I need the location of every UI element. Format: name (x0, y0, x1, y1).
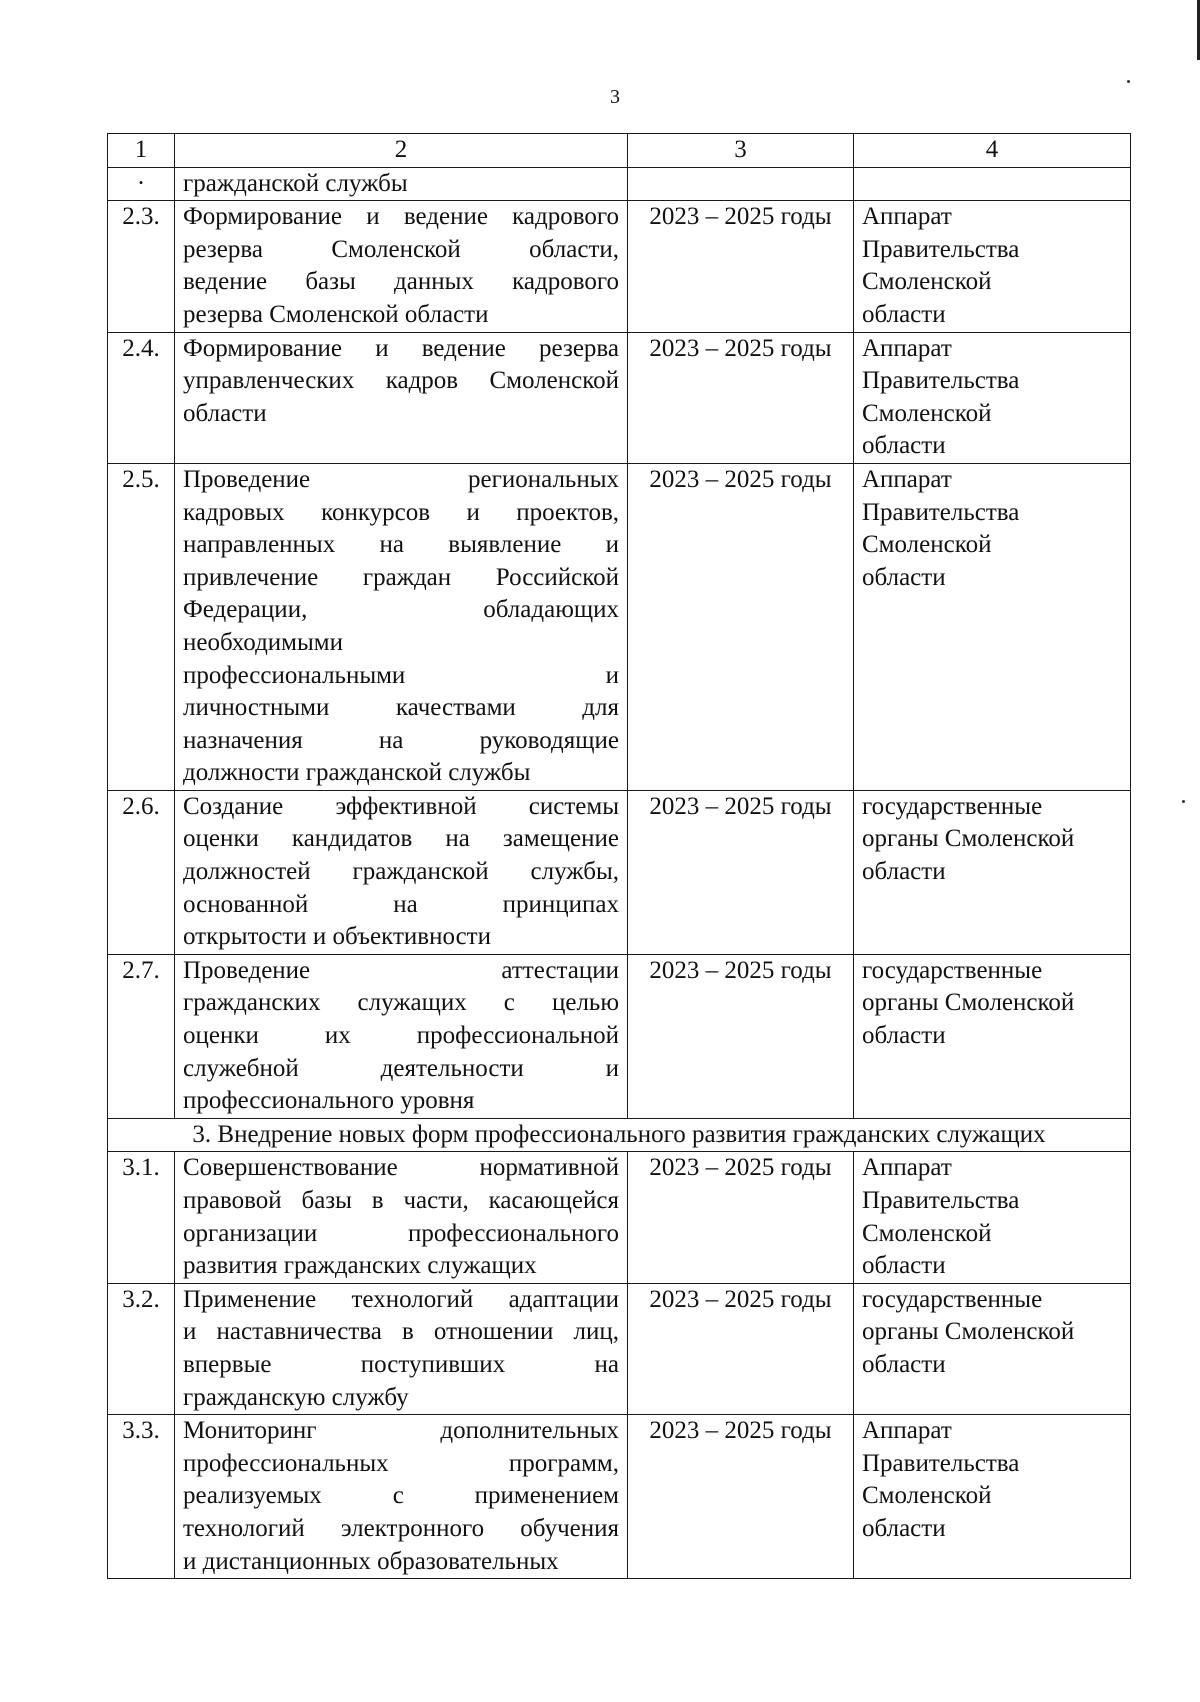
period-cell: 2023 – 2025 годы (628, 1415, 854, 1579)
text-line: государственные (862, 792, 1043, 820)
header-row (108, 134, 1131, 168)
responsible-cell (854, 1415, 1131, 1579)
row-number: 3.3. (108, 1415, 175, 1579)
text-line: области (862, 1252, 946, 1280)
table-row (108, 954, 1131, 1118)
text-line: Создание эффективной системы (183, 792, 619, 820)
text-line: гражданскую службу (183, 1383, 409, 1411)
table-row (108, 790, 1131, 954)
text-line: личностными качествами для (183, 694, 619, 722)
text-line: профессионального уровня (183, 1087, 475, 1115)
activity-text (175, 1283, 628, 1414)
text-line: Смоленской (862, 531, 992, 559)
text-line: Смоленской (862, 268, 992, 296)
header-cell: 2 (175, 134, 628, 168)
scan-speck (1127, 80, 1130, 83)
text-line: Правительства (862, 367, 1020, 395)
text-line: Аппарат (862, 203, 952, 231)
row-number: 3.2. (108, 1283, 175, 1414)
text-line: Формирование и ведение кадрового (183, 203, 619, 231)
text-line: органы Смоленской (862, 989, 1075, 1017)
row-number: · (108, 167, 175, 201)
table-row (108, 463, 1131, 790)
text-line: профессиональных программ, (183, 1449, 619, 1477)
row-number: 2.6. (108, 790, 175, 954)
period-cell: 2023 – 2025 годы (628, 954, 854, 1118)
period-cell (628, 167, 854, 201)
text-line: направленных на выявление и (183, 531, 619, 559)
text-line: области (862, 858, 946, 886)
text-line: необходимыми (183, 628, 343, 656)
activity-text: гражданской службы (175, 167, 628, 201)
responsible-cell (854, 1152, 1131, 1283)
section-heading-row (108, 1118, 1131, 1152)
table-row (108, 1283, 1131, 1414)
text-line: Аппарат (862, 1154, 952, 1182)
text-line: Правительства (862, 235, 1020, 263)
period-cell: 2023 – 2025 годы (628, 1152, 854, 1283)
text-line: государственные (862, 956, 1043, 984)
activity-text (175, 790, 628, 954)
row-number: 2.3. (108, 201, 175, 332)
responsible-cell (854, 332, 1131, 463)
text-line: привлечение граждан Российской (183, 563, 619, 591)
text-line: Аппарат (862, 465, 952, 493)
text-line: развития гражданских служащих (183, 1252, 537, 1280)
header-cell: 3 (628, 134, 854, 168)
text-line: и наставничества в отношении лиц, (183, 1318, 619, 1346)
section-heading: 3. Внедрение новых форм профессионального развития гражданских служащих (108, 1118, 1131, 1152)
text-line: гражданских служащих с целью (183, 989, 619, 1017)
activity-text (175, 1415, 628, 1579)
text-line: области (862, 563, 946, 591)
text-line: правовой базы в части, касающейся (183, 1187, 619, 1214)
table-row (108, 332, 1131, 463)
table-row (108, 1152, 1131, 1283)
text-line: должностей гражданской службы, (183, 858, 619, 886)
text-line: реализуемых с применением (183, 1482, 619, 1510)
text-line: организации профессионального (183, 1219, 619, 1247)
text-line: технологий электронного обучения (183, 1514, 619, 1542)
text-line: Аппарат (862, 334, 952, 362)
text-line: Мониторинг дополнительных (183, 1417, 619, 1445)
text-line: ведение базы данных кадрового (183, 268, 619, 296)
action-plan-table (107, 133, 1131, 1579)
header-cell: 4 (854, 134, 1131, 168)
table-row (108, 201, 1131, 332)
text-line: Федерации, обладающих (183, 596, 619, 624)
text-line: должности гражданской службы (183, 759, 531, 787)
text-line: основанной на принципах (183, 890, 619, 918)
responsible-cell (854, 201, 1131, 332)
text-line: Совершенствование нормативной (183, 1154, 619, 1182)
text-line: управленческих кадров Смоленской (183, 367, 619, 395)
text-line: кадровых конкурсов и проектов, (183, 498, 619, 526)
text-line: профессиональными и (183, 661, 619, 689)
header-cell: 1 (108, 134, 175, 168)
period-cell: 2023 – 2025 годы (628, 1283, 854, 1414)
responsible-cell (854, 790, 1131, 954)
text-line: и дистанционных образовательных (183, 1547, 559, 1575)
continuation-row (108, 167, 1131, 201)
period-cell: 2023 – 2025 годы (628, 201, 854, 332)
text-line: Формирование и ведение резерва (183, 334, 619, 362)
text-line: оценки их профессиональной (183, 1022, 619, 1050)
responsible-cell (854, 954, 1131, 1118)
text-line: резерва Смоленской области, (183, 235, 619, 263)
text-line: Применение технологий адаптации (183, 1285, 619, 1313)
row-number: 2.5. (108, 463, 175, 790)
text-line: Правительства (862, 498, 1020, 526)
activity-text (175, 463, 628, 790)
period-cell: 2023 – 2025 годы (628, 332, 854, 463)
text-line: впервые поступивших на (183, 1350, 619, 1378)
text-line: Проведение аттестации (183, 956, 619, 984)
text-line: области (862, 1022, 946, 1050)
text-line: Правительства (862, 1187, 1020, 1214)
text-line: области (862, 432, 946, 460)
text-line: области (183, 399, 267, 427)
text-line: оценки кандидатов на замещение (183, 825, 619, 853)
responsible-cell (854, 1283, 1131, 1414)
text-line: Смоленской (862, 1482, 992, 1510)
text-line: области (862, 300, 946, 328)
text-line: области (862, 1350, 946, 1378)
responsible-cell (854, 167, 1131, 201)
page-number: 3 (610, 86, 620, 108)
text-line: органы Смоленской (862, 1318, 1075, 1346)
text-line: органы Смоленской (862, 825, 1075, 853)
text-line: области (862, 1514, 946, 1542)
activity-text (175, 201, 628, 332)
text-line: Смоленской (862, 1219, 992, 1247)
text-line: служебной деятельности и (183, 1054, 619, 1082)
text-line: Проведение региональных (183, 465, 619, 493)
table-row (108, 1415, 1131, 1579)
period-cell: 2023 – 2025 годы (628, 463, 854, 790)
activity-text (175, 1152, 628, 1283)
period-cell: 2023 – 2025 годы (628, 790, 854, 954)
text-line: резерва Смоленской области (183, 300, 489, 328)
table-body (108, 134, 1131, 1579)
text-line: Правительства (862, 1449, 1020, 1477)
text-line: открытости и объективности (183, 923, 491, 951)
text-line: государственные (862, 1285, 1043, 1313)
text-line: Смоленской (862, 399, 992, 427)
row-number: 3.1. (108, 1152, 175, 1283)
row-number: 2.7. (108, 954, 175, 1118)
activity-text (175, 954, 628, 1118)
row-number: 2.4. (108, 332, 175, 463)
activity-text (175, 332, 628, 463)
text-line: Аппарат (862, 1417, 952, 1445)
text-line: назначения на руководящие (183, 726, 619, 754)
responsible-cell (854, 463, 1131, 790)
scan-speck (1182, 800, 1185, 803)
